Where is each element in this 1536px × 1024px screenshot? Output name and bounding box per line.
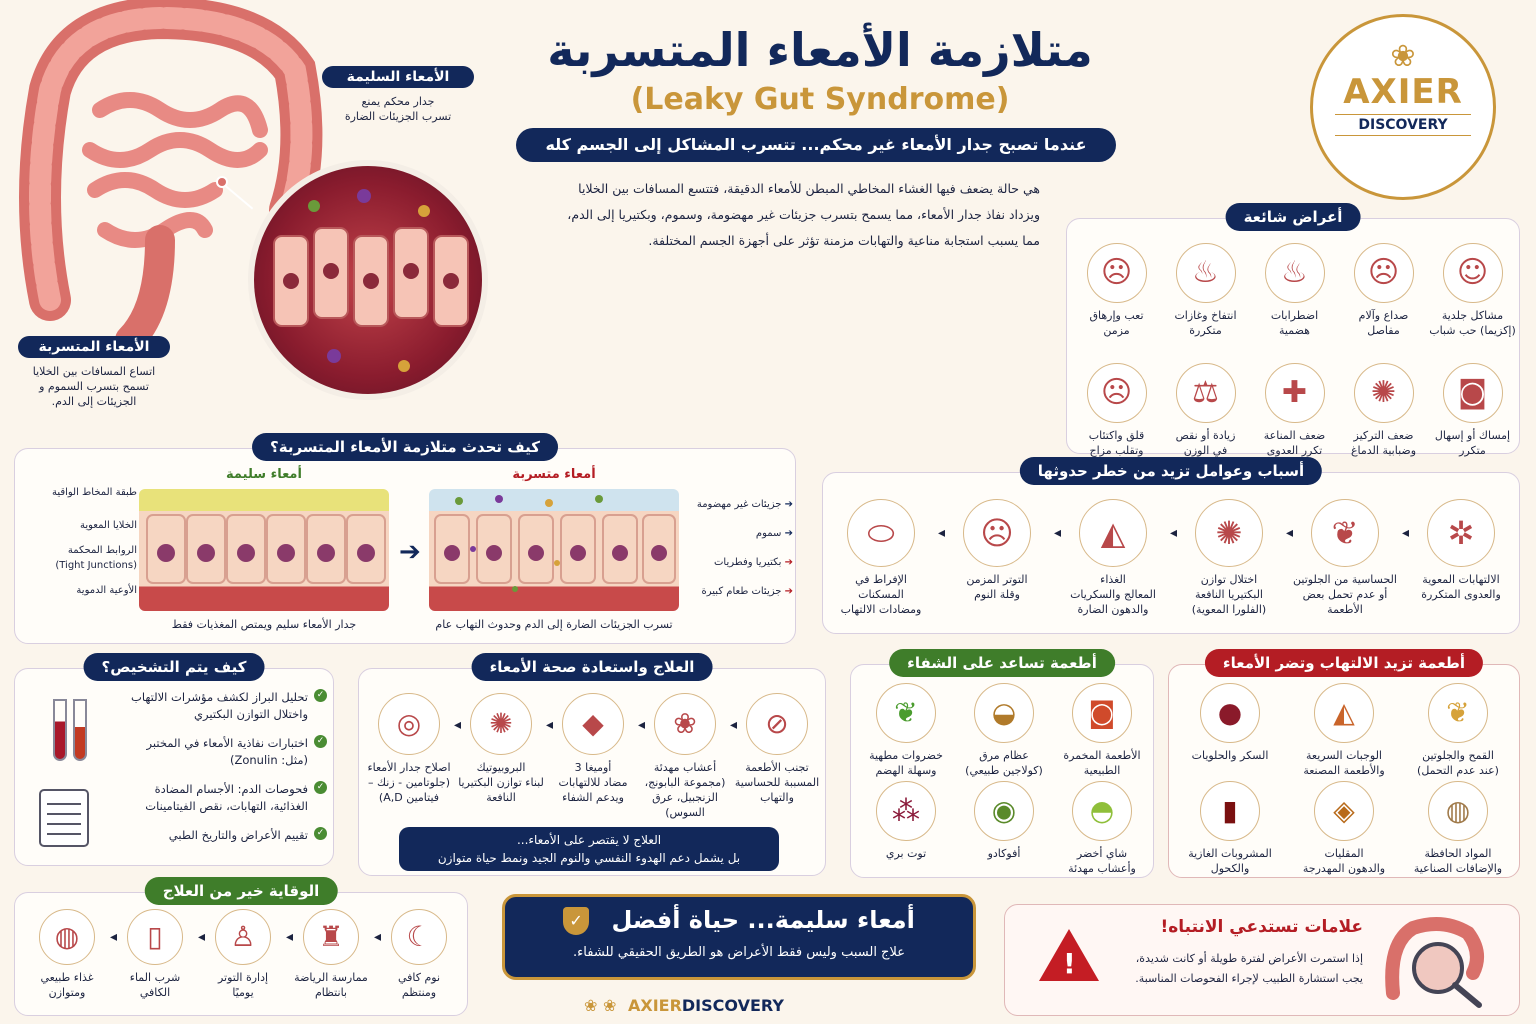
leaky-wall-diagram	[429, 489, 679, 611]
diagnosis-card	[14, 658, 334, 866]
healing_foods-items-item	[1053, 683, 1151, 778]
label-bacteria: ➔ بكتيريا وفطريات	[713, 557, 793, 568]
item-label: المسكنات	[858, 588, 904, 601]
diagnosis-item	[99, 827, 327, 844]
symptoms-items-item	[1072, 243, 1161, 338]
item-label: المقليات	[1324, 847, 1364, 860]
item-label: القمح والجلوتين	[1422, 749, 1494, 762]
bad-foods-card	[1168, 654, 1520, 878]
item-label: (جلوتامين - زنك –	[367, 776, 451, 789]
bad_foods-items-item	[1287, 683, 1401, 778]
diagnosis-text: تحليل البراز لكشف مؤشرات الالتهاب واختلال التوازن البكتيري	[131, 690, 308, 721]
face-icon: ☺	[1456, 255, 1489, 290]
bacteria-icon: ✺	[1215, 514, 1243, 552]
item-label: الوجبات السريعة	[1306, 749, 1382, 762]
subtitle-banner	[516, 128, 1116, 162]
item-label: (الفلورا المعوية)	[1191, 603, 1267, 616]
axier-logo	[1310, 14, 1496, 200]
item-label: توت بري	[885, 847, 927, 860]
leaky-gut-callout	[18, 336, 170, 409]
step-arrow-icon: ◂	[197, 929, 205, 945]
item-label: مفاصل	[1367, 324, 1400, 337]
item-label: متكرر	[1459, 444, 1486, 457]
item-label: قلق واكتئاب	[1088, 429, 1145, 442]
item-label: شاي أخضر	[1076, 847, 1128, 860]
item-label: ومنتظم	[401, 986, 437, 999]
symptoms-items-item	[1339, 243, 1428, 338]
item-label: اضطرابات	[1270, 309, 1319, 322]
tired-woman-icon: ☹	[1100, 255, 1133, 290]
magnified-intestine-icon	[1383, 913, 1493, 1011]
how-right-labels	[687, 497, 793, 599]
diagnosis-text: تقييم الأعراض والتاريخ الطبي	[168, 828, 308, 842]
item-label: زيادة أو نقص	[1175, 429, 1236, 442]
treatment-card	[358, 658, 826, 876]
bad_foods-items-item	[1287, 781, 1401, 876]
treatment-steps-item	[455, 693, 547, 805]
item-label: أو عدم تحمل بعض	[1302, 588, 1388, 601]
step-arrow-icon: ◂	[637, 717, 645, 733]
item-label: شرب الماء	[129, 971, 181, 984]
item-label: مزمن	[1103, 324, 1130, 337]
how-card	[14, 438, 796, 644]
symptoms-items-item	[1161, 243, 1250, 338]
warning-card	[1004, 904, 1520, 1016]
prevention-card	[14, 882, 468, 1016]
item-label: مشاكل جلدية	[1441, 309, 1504, 322]
check-icon: ✓	[314, 827, 327, 840]
treatment-steps-item	[639, 693, 731, 820]
warning-exclamation: !	[1063, 947, 1076, 980]
pill-icon: ⬭	[867, 514, 895, 552]
treatment-note-line1: العلاج لا يقتصر على الأمعاء...	[516, 833, 662, 847]
healing_foods-items-item	[857, 683, 955, 778]
item-label: تعب وإرهاق	[1089, 309, 1144, 322]
item-label: (مجموعة البابونج،	[644, 776, 726, 789]
item-label: بانتظام	[315, 986, 347, 999]
sweets-icon: ●	[1217, 696, 1243, 729]
toilet-icon: ◙	[1457, 375, 1488, 410]
anxious-man-icon: ☹	[1100, 375, 1133, 410]
bad_foods-items-item	[1173, 683, 1287, 763]
warning-line1: إذا استمرت الأعراض لفترة طويلة أو كانت شديدة،	[1135, 952, 1363, 965]
logo-brand: AXIER	[1343, 72, 1463, 112]
item-label: والكحول	[1210, 862, 1250, 875]
item-label: ضعف المناعة	[1263, 429, 1326, 442]
item-label: يوميًا	[232, 986, 254, 999]
microscope-circle	[248, 160, 488, 400]
item-label: فيتامين A,D)	[378, 791, 440, 804]
probiotic-icon: ✺	[489, 707, 513, 740]
shield-plus-icon: ✚	[1281, 375, 1308, 410]
symptoms-items-item	[1072, 363, 1161, 458]
healing_foods-items-item	[955, 781, 1053, 861]
item-label: تكرر العدوى	[1266, 444, 1323, 457]
item-label: أوميغا 3	[574, 761, 612, 774]
shield-check-icon: ✓	[563, 907, 589, 935]
item-label: المشروبات الغازية	[1188, 847, 1272, 860]
soda-icon: ▮	[1222, 794, 1238, 827]
item-label: والإضافات الصناعية	[1413, 862, 1503, 875]
label-junctions-en: (Tight Junctions)	[55, 560, 137, 571]
label-mucus: طبقة المخاط الواقية	[51, 487, 137, 498]
label-undigested: ➔ جزيئات غير مهضومة	[696, 499, 793, 510]
water-glass-icon: ▯	[147, 920, 163, 953]
item-label: انتفاخ وغازات	[1174, 309, 1237, 322]
bad-foods-title: أطعمة تزيد الالتهاب وتضر الأمعاء	[1205, 649, 1483, 677]
title-block	[490, 22, 1150, 120]
item-label: ويدعم الشفاء	[562, 791, 624, 804]
preservatives-icon: ◍	[1445, 794, 1471, 827]
treatment-steps-item	[731, 693, 823, 805]
step-arrow-icon: ◂	[937, 525, 945, 541]
check-icon: ✓	[314, 781, 327, 794]
brain-icon: ✺	[1370, 375, 1397, 410]
test-tubes-icon	[49, 695, 93, 765]
footer-brand2: DISCOVERY	[681, 996, 784, 1015]
treatment-title: العلاج واستعادة صحة الأمعاء	[472, 653, 713, 681]
leaky-gut-line2: تسمح بتسرب السموم و	[39, 380, 149, 393]
connector-dot	[216, 176, 228, 188]
footer-logo	[584, 994, 884, 1018]
step-arrow-icon: ◂	[373, 929, 381, 945]
causes-items-item	[1403, 499, 1519, 602]
causes-title: أسباب وعوامل تزيد من خطر حدوثها	[1020, 457, 1322, 485]
item-label: هضمية	[1279, 324, 1310, 337]
check-icon: ✓	[314, 689, 327, 702]
item-label: إمساك أو إسهال	[1434, 429, 1511, 442]
causes-card	[822, 462, 1520, 634]
intro-line: هي حالة يضعف فيها الغشاء المخاطي المبطن للأمعاء الدقيقة، فتتسع المسافات بين الخلايا	[578, 181, 1040, 196]
item-label: أعشاب مهدئة	[653, 761, 717, 774]
berries-icon: ⁂	[892, 794, 920, 827]
item-label: المعالج والسكريات	[1070, 588, 1156, 601]
step-arrow-icon: ◂	[285, 929, 293, 945]
diagnosis-text: فحوصات الدم: الأجسام المضادة الغذائية، التهابات، نقص الفيتامينات	[145, 782, 308, 813]
clipboard-icon	[39, 789, 89, 847]
leaky-gut-line1: اتساع المسافات بين الخلايا	[32, 365, 156, 378]
fish-icon: ◆	[582, 707, 604, 740]
causes-items-item	[1171, 499, 1287, 617]
healthy-wall-diagram	[139, 489, 389, 611]
vegetables-icon: ❦	[894, 696, 918, 729]
bottom-banner	[502, 894, 976, 980]
causes-items-item	[823, 499, 939, 617]
stomach-icon: ♨	[1281, 255, 1308, 290]
check-icon: ✓	[314, 735, 327, 748]
item-label: خضروات مطهية	[869, 749, 943, 762]
item-label: الأطعمة المخمرة	[1063, 749, 1141, 762]
item-label: والدهون الضارة	[1077, 603, 1149, 616]
intro-line: ويزداد نفاذ جدار الأمعاء، مما يسمح بتسرب جزيئات غير مهضومة، وسموم، وبكتيريا إلى الدم،	[567, 207, 1040, 222]
step-arrow-icon: ◂	[1401, 525, 1409, 541]
page-title-en: (Leaky Gut Syndrome)	[630, 82, 1010, 117]
prevention-steps-item	[23, 909, 111, 1000]
label-cells: الخلايا المعوية	[80, 520, 137, 531]
step-arrow-icon: ◂	[1169, 525, 1177, 541]
healthy-plate-icon: ◍	[54, 920, 80, 953]
item-label: لبناء توازن البكتيريا	[458, 776, 544, 789]
item-label: في الوزن	[1183, 444, 1228, 457]
how-left-labels	[23, 485, 137, 598]
item-label: وتقلب مزاج	[1089, 444, 1144, 457]
healing_foods-items-item	[1053, 781, 1151, 876]
prevention-steps-item	[375, 909, 463, 1000]
bad_foods-items-item	[1401, 683, 1515, 778]
leaky-gut-line3: الجزيئات إلى الدم.	[51, 395, 137, 408]
item-label: اصلاح جدار الأمعاء	[367, 761, 451, 774]
microbe-icon: ✲	[1447, 514, 1475, 552]
item-label: الحساسية من الجلوتين	[1293, 573, 1397, 586]
treatment-note-line2: بل يشمل دعم الهدوء النفسي والنوم الجيد ونمط حياة متوازن	[437, 851, 741, 865]
intro-line: مما يسبب استجابة مناعية والتهابات مزمنة تؤثر على أجهزة الجسم المختلفة.	[648, 233, 1040, 248]
item-label: النافعة	[486, 791, 516, 804]
label-food-particles: ➔ جزيئات طعام كبيرة	[701, 586, 793, 597]
avocado-icon: ◉	[991, 794, 1017, 827]
step-arrow-icon: ◂	[109, 929, 117, 945]
lotus-icon: ❀	[1390, 39, 1416, 74]
wheat-bread-icon: ❦	[1446, 696, 1470, 729]
item-label: ومضادات الالتهاب	[840, 603, 922, 616]
leaky-diagram-title: أمعاء متسربة	[512, 467, 596, 482]
item-label: المسببة للحساسية	[734, 776, 820, 789]
healthy-gut-line1: جدار محكم يمنع	[361, 95, 435, 108]
treatment-note	[399, 827, 779, 871]
healthy-gut-title: الأمعاء السليمة	[322, 66, 474, 88]
subtitle-text: عندما تصبح جدار الأمعاء غير محكم... تتسرب المشاكل إلى الجسم كله	[545, 135, 1087, 154]
item-label: الأطعمة	[1327, 603, 1363, 616]
diagnosis-item	[99, 689, 327, 723]
footer-lotus-icon: ❀ ❀	[584, 996, 617, 1015]
item-label: (إكزيما) حب شباب	[1429, 324, 1516, 337]
item-label: السكر والحلويات	[1191, 749, 1269, 762]
diagnosis-title: كيف يتم التشخيص؟	[84, 653, 265, 681]
item-label: صداع وآلام	[1358, 309, 1409, 322]
item-label: الزنجبيل، عرق السوس)	[652, 791, 718, 819]
no-food-icon: ⊘	[765, 707, 789, 740]
item-label: التوتر المزمن	[966, 573, 1028, 586]
meditation-icon: ♙	[230, 920, 256, 953]
moon-icon: ☾	[406, 920, 432, 953]
item-label: ضعف التركيز	[1353, 429, 1414, 442]
item-label: مضاد للالتهابات	[558, 776, 628, 789]
item-label: الإفراط في	[855, 573, 907, 586]
warning-text	[1105, 917, 1363, 989]
item-label: اختلال توازن	[1200, 573, 1258, 586]
diagnosis-text: اختبارات نفاذية الأمعاء في المختبر (مثل: Zonulin)	[146, 736, 308, 767]
healthy-gut-line2: تسرب الجزيئات الضارة	[344, 110, 452, 123]
stressed-person-icon: ☹	[980, 514, 1014, 552]
item-label: ومتوازن	[48, 986, 86, 999]
item-label: وأعشاب مهدئة	[1068, 862, 1136, 875]
healing_foods-items-item	[955, 683, 1053, 778]
symptoms-items-item	[1339, 363, 1428, 458]
item-label: والعدوى المتكررة	[1421, 588, 1501, 601]
bad_foods-items-item	[1173, 781, 1287, 876]
healthy-caption: جدار الأمعاء سليم ويمتص المغذيات فقط	[171, 618, 357, 631]
item-label: أفوكادو	[987, 847, 1021, 860]
logo-sub: DISCOVERY	[1335, 114, 1471, 136]
item-label: والأطعمة المصنعة	[1303, 764, 1385, 777]
item-label: عظام مرق	[979, 749, 1029, 762]
item-label: (كولاجين طبيعي)	[965, 764, 1043, 777]
banner-title: أمعاء سليمة... حياة أفضل	[611, 906, 915, 934]
warning-title: علامات تستدعي الانتباه!	[1160, 917, 1363, 937]
item-label: الكافي	[139, 986, 171, 999]
item-label: وضبابية الدماغ	[1350, 444, 1417, 457]
bloating-icon: ♨	[1192, 255, 1219, 290]
treatment-steps-item	[363, 693, 455, 805]
item-label: غذاء طبيعي	[40, 971, 94, 984]
item-label: وسهلة الهضم	[875, 764, 937, 777]
item-label: الغذاء	[1100, 573, 1126, 586]
bad_foods-items-item	[1401, 781, 1515, 876]
item-label: الالتهابات المعوية	[1422, 573, 1500, 586]
healing_foods-items-item	[857, 781, 955, 861]
symptoms-items-item	[1250, 243, 1339, 338]
step-arrow-icon: ◂	[545, 717, 553, 733]
page-title: متلازمة الأمعاء المتسربة	[547, 23, 1093, 77]
symptoms-items-item	[1161, 363, 1250, 458]
warning-line2: يجب استشارة الطبيب لإجراء الفحوصات المناسبة.	[1135, 972, 1363, 985]
junk-food-icon: ◭	[1100, 514, 1126, 552]
symptoms-items-item	[1428, 243, 1517, 338]
item-label: (عند عدم التحمل)	[1417, 764, 1499, 777]
healing-foods-card	[850, 654, 1154, 878]
banner-sub: علاج السبب وليس فقط الأعراض هو الطريق الحقيقي للشفاء.	[573, 945, 905, 960]
prevention-steps-item	[199, 909, 287, 1000]
diagnosis-item	[99, 735, 327, 769]
fried-food-icon: ◈	[1333, 794, 1355, 827]
item-label: وقلة النوم	[974, 588, 1020, 601]
step-arrow-icon: ◂	[453, 717, 461, 733]
healthy-diagram-title: أمعاء سليمة	[226, 467, 302, 482]
scale-icon: ⚖	[1192, 375, 1219, 410]
intro-paragraph	[480, 176, 1040, 254]
label-vessels: الأوعية الدموية	[76, 585, 137, 596]
item-label: والدهون المهدرجة	[1302, 862, 1386, 875]
head-icon: ☹	[1367, 255, 1400, 290]
footer-brand: AXIER	[627, 996, 682, 1015]
leaky-gut-title: الأمعاء المتسربة	[18, 336, 170, 358]
item-label: البكتيريا النافعة	[1195, 588, 1263, 601]
wheat-icon: ❦	[1331, 514, 1359, 552]
fast-food-icon: ◭	[1333, 696, 1355, 729]
healthy-gut-callout	[322, 66, 474, 124]
running-icon: ♜	[318, 920, 344, 953]
prevention-steps-item	[111, 909, 199, 1000]
step-arrow-icon: ◂	[729, 717, 737, 733]
label-toxins: ➔ سموم	[755, 528, 793, 539]
symptoms-title: أعراض شائعة	[1226, 203, 1361, 231]
causes-items-item	[939, 499, 1055, 602]
item-label: إدارة التوتر	[217, 971, 269, 984]
treatment-steps-item	[547, 693, 639, 805]
diagnosis-item	[99, 781, 327, 815]
fermented-jar-icon: ◙	[1088, 696, 1116, 729]
how-title: كيف تحدث متلازمة الأمعاء المتسربة؟	[252, 433, 558, 461]
causes-items-item	[1287, 499, 1403, 617]
step-arrow-icon: ◂	[1053, 525, 1061, 541]
label-junctions: الروابط المحكمة	[67, 545, 137, 556]
item-label: ممارسة الرياضة	[294, 971, 368, 984]
item-label: نوم كافي	[397, 971, 441, 984]
symptoms-items-item	[1428, 363, 1517, 458]
prevention-steps-item	[287, 909, 375, 1000]
prevention-title: الوقاية خير من العلاج	[145, 877, 338, 905]
green-tea-icon: ◓	[1089, 794, 1115, 827]
item-label: تجنب الأطعمة	[745, 761, 809, 774]
healing-foods-title: أطعمة تساعد على الشفاء	[889, 649, 1115, 677]
step-arrow-icon: ◂	[1285, 525, 1293, 541]
transition-arrow-icon: ➔	[399, 537, 421, 567]
item-label: المواد الحافظة	[1424, 847, 1492, 860]
bone-broth-icon: ◒	[991, 696, 1017, 729]
symptoms-card	[1066, 208, 1520, 457]
symptoms-items-item	[1250, 363, 1339, 458]
item-label: متكررة	[1189, 324, 1222, 337]
herbs-icon: ❀	[673, 707, 697, 740]
item-label: والتهاب	[760, 791, 794, 804]
intestine-icon: ◎	[396, 707, 422, 740]
item-label: الطبيعية	[1083, 764, 1121, 777]
item-label: البروبيوتيك	[476, 761, 526, 774]
causes-items-item	[1055, 499, 1171, 617]
leaky-caption: تسرب الجزيئات الضارة إلى الدم وحدوث التهاب عام	[435, 618, 673, 631]
